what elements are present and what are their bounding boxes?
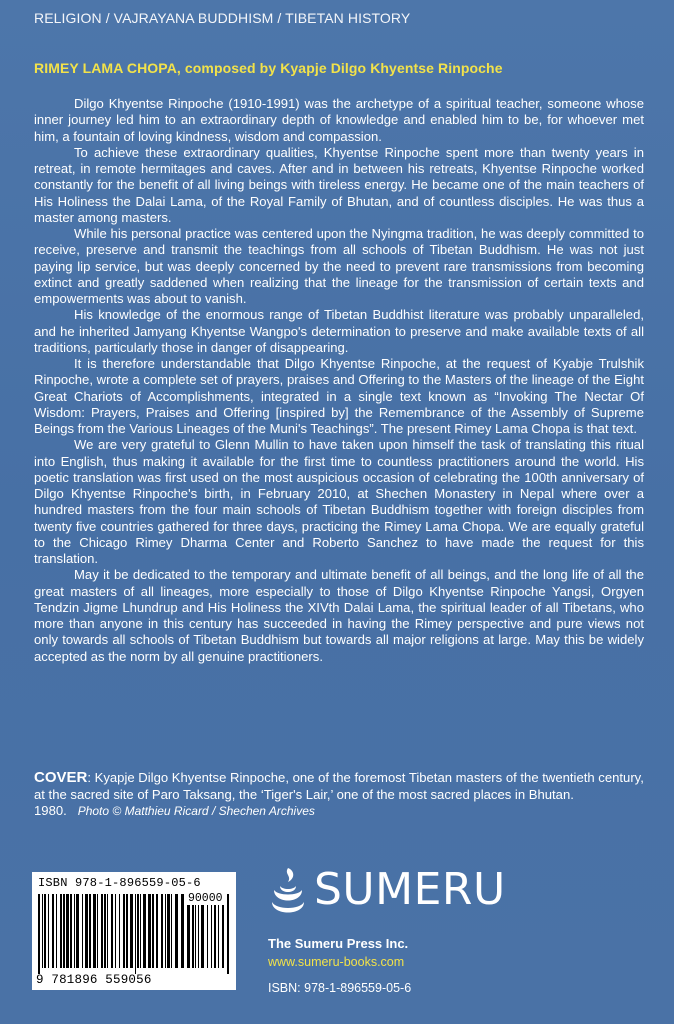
barcode-bar bbox=[104, 894, 106, 968]
barcode-bar bbox=[97, 894, 98, 968]
barcode-bar bbox=[38, 894, 40, 974]
cover-caption: : Kyapje Dilgo Khyentse Rinpoche, one of the foremost Tibetan masters of the twentieth century, at the sacred site of Paro Taksang, the ‘Tiger's Lair,’ one of the most sacred places in Bhutan. 1980. bbox=[34, 770, 644, 818]
barcode-isbn-label: ISBN 978-1-896559-05-6 bbox=[38, 876, 201, 890]
barcode-bar bbox=[74, 894, 75, 968]
photo-credit: Photo © Matthieu Ricard / Shechen Archives bbox=[77, 804, 315, 818]
cover-label: COVER bbox=[34, 769, 88, 786]
isbn-text: ISBN: 978-1-896559-05-6 bbox=[268, 981, 412, 995]
logo-wordmark: SUMERU bbox=[314, 864, 506, 915]
barcode-bar bbox=[70, 894, 72, 968]
barcode-bar bbox=[135, 894, 136, 974]
barcode-bar bbox=[218, 894, 219, 968]
barcode-bar bbox=[89, 894, 91, 968]
barcode-bar bbox=[214, 894, 216, 968]
barcode-bar bbox=[187, 894, 190, 968]
paragraph: May it be dedicated to the temporary and ultimate benefit of all beings, and the long life of all the great masters of all lineages, more especially to those of Dilgo Khyentse Rinpoche Yangsi, Orgyen Tendzin Jigme Lhundrup and His Holiness the XIVth Dalai Lama, the spiritual leader of all Tibetans, who more than anyone in this century has succeeded in having the Rimey perspective and pure views not only towards all schools of Tibetan Buddhism but towards all major religions at large. May this be widely accepted as the norm by all genuine practitioners. bbox=[34, 567, 644, 664]
barcode-bar bbox=[207, 894, 208, 968]
category-line: RELIGION / VAJRAYANA BUDDHISM / TIBETAN HISTORY bbox=[34, 10, 411, 26]
barcode-digits: 9 781896 559056 bbox=[36, 973, 152, 987]
publisher-name: The Sumeru Press Inc. bbox=[268, 936, 409, 951]
paragraph: It is therefore understandable that Dilgo Khyentse Rinpoche, at the request of Kyabje Trulshik Rinpoche, wrote a complete set of prayers, praises and Offering to the Masters of the lineage of the Eight Great Chariots of Accomplishments, integrated in a single text known as “Invoking The Nectar Of Wisdom: Prayers, Praises and Offering [inspired by] the Remembrance of the Assembly of Supreme Beings from the Various Lineages of the Muni's Teachings”. The present Rimey Lama Chopa is that text. bbox=[34, 356, 644, 436]
book-title bbox=[34, 60, 503, 76]
barcode-bar bbox=[123, 894, 125, 968]
barcode-bar bbox=[56, 894, 57, 968]
description-body bbox=[34, 96, 644, 665]
cover-photo-note bbox=[34, 770, 644, 820]
paragraph: While his personal practice was centered upon the Nyingma tradition, he was deeply committed to receive, preserve and transmit the teachings from all schools of Tibetan Buddhism. He was not just paying lip service, but was deeply concerned by the need to prevent rare transmissions from becoming extinct and greatly saddened when realizing that the lineage for the transmission of certain texts and empowerments was about to vanish. bbox=[34, 226, 644, 306]
barcode-bar bbox=[130, 894, 133, 968]
paragraph: Dilgo Khyentse Rinpoche (1910-1991) was the archetype of a spiritual teacher, someone whose inner journey led him to an extraordinary depth of knowledge and enabled him to be, for whoever met him, a fountain of loving kindness, wisdom and compassion. bbox=[34, 96, 644, 144]
barcode-bars bbox=[36, 894, 232, 974]
barcode-bar bbox=[82, 894, 83, 968]
paragraph: We are very grateful to Glenn Mullin to have taken upon himself the task of translating this ritual into English, thus making it available for the first time to countless practitioners around the world. His poetic translation was first used on the most auspicious occasion of celebrating the 100th anniversary of Dilgo Khyentse Rinpoche's birth, in February 2010, at Shechen Monastery in Nepal where over a hundred masters from the four main schools of Tibetan Buddhism together with foreign disciples from twenty five countries gathered for three days, practicing the Rimey Lama Chopa. We are equally grateful to the Chicago Rimey Dharma Center and Roberto Sanchez to have made the request for this translation. bbox=[34, 437, 644, 566]
barcode-addon-number: 90000 bbox=[188, 892, 223, 905]
barcode-bar bbox=[115, 894, 116, 968]
barcode-bar bbox=[175, 894, 178, 968]
sumeru-flame-icon bbox=[268, 866, 308, 918]
barcode-bar bbox=[111, 894, 113, 968]
barcode-bar bbox=[195, 894, 196, 968]
title-main: RIMEY LAMA CHOPA, bbox=[34, 60, 181, 76]
barcode-bar bbox=[198, 894, 199, 968]
barcode-bar bbox=[126, 894, 128, 968]
barcode-bar bbox=[107, 894, 108, 968]
publisher-website[interactable]: www.sumeru-books.com bbox=[268, 955, 405, 969]
barcode-bar bbox=[44, 894, 46, 968]
paragraph: To achieve these extraordinary qualities, Khyentse Rinpoche spent more than twenty years in retreat, in remote hermitages and caves. After and in between his retreats, Khyentse Rinpoche worked constantly for the benefit of all living beings with tireless energy. He became one of the main teachers of His Holiness the Dalai Lama, of the Royal Family of Bhutan, and of countless disciples. He was thus a master among masters. bbox=[34, 144, 644, 225]
barcode-bar bbox=[192, 894, 194, 968]
barcode-bar bbox=[119, 894, 120, 968]
barcode-bar bbox=[48, 894, 49, 968]
barcode-bar bbox=[42, 894, 43, 968]
barcode-bar bbox=[156, 894, 158, 968]
barcode-bar bbox=[137, 894, 139, 968]
barcode-bar bbox=[181, 894, 184, 968]
barcode-bar bbox=[76, 894, 79, 968]
barcode-bar bbox=[152, 894, 154, 968]
barcode-bar bbox=[165, 894, 166, 968]
barcode-bar bbox=[140, 894, 141, 968]
barcode-bar bbox=[171, 894, 172, 968]
barcode-bar bbox=[93, 894, 96, 968]
barcode-bar bbox=[227, 894, 229, 974]
barcode-bar bbox=[148, 894, 151, 968]
barcode-bar bbox=[201, 894, 204, 968]
barcode-bar bbox=[66, 894, 69, 968]
barcode-bar bbox=[52, 894, 54, 968]
paragraph: His knowledge of the enormous range of Tibetan Buddhist literature was probably unparalleled, and he inherited Jamyang Khyentse Wangpo's determination to preserve and make available texts of all traditions, particularly those in danger of disappearing. bbox=[34, 307, 644, 355]
barcode-bar bbox=[63, 894, 65, 968]
barcode-bar bbox=[211, 894, 212, 968]
barcode-bar bbox=[222, 894, 224, 968]
barcode-bar bbox=[60, 894, 62, 968]
title-subtitle: composed by Kyapje Dilgo Khyentse Rinpoche bbox=[180, 60, 503, 76]
barcode-bar bbox=[85, 894, 88, 968]
barcode-bar bbox=[101, 894, 103, 968]
barcode-bar bbox=[167, 894, 170, 968]
barcode-bar bbox=[161, 894, 163, 968]
barcode-bar bbox=[143, 894, 146, 968]
isbn-barcode bbox=[32, 872, 236, 990]
